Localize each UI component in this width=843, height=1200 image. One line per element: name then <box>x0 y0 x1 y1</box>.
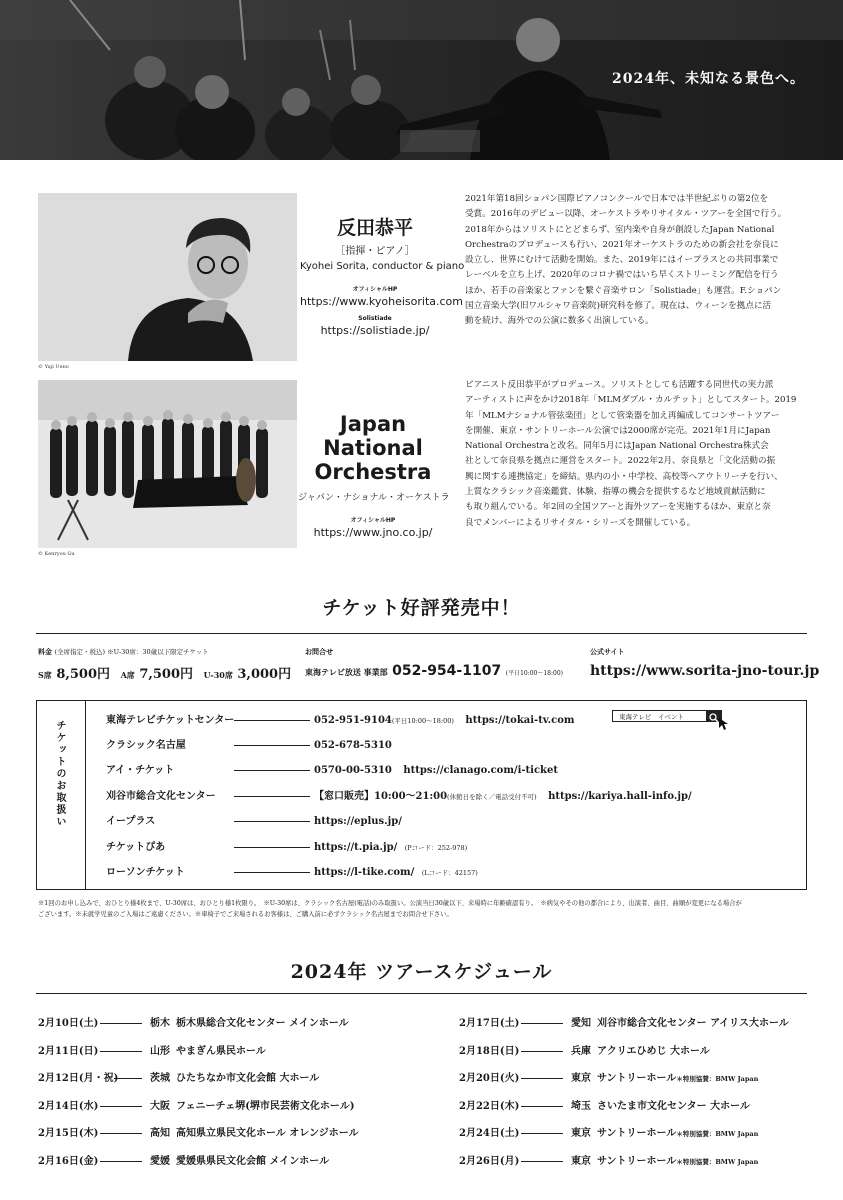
sorita-bio <box>465 192 808 330</box>
price-amount: 7,500円 <box>139 667 194 682</box>
outlet-hours: 【窓口販売】10:00〜21:00 <box>314 791 448 802</box>
outlet-url[interactable]: https://tokai-tv.com <box>465 715 575 726</box>
schedule-pref: 東京 <box>571 1155 591 1167</box>
outlet-row <box>106 736 392 751</box>
schedule-pref: 大阪 <box>150 1100 170 1112</box>
outlet-note: (休館日を除く／電話受付不可) <box>447 793 537 801</box>
orchestra-name-line2: Orchestra <box>314 460 432 484</box>
leader-line <box>521 1161 563 1162</box>
schedule-date: 2月11日(日) <box>38 1045 99 1057</box>
orchestra-photo-credit: © Kenryou Gu <box>38 551 75 557</box>
leader-line <box>234 770 310 771</box>
cursor-icon <box>718 716 730 730</box>
schedule-left-column <box>38 1014 418 1179</box>
sorita-info <box>300 213 465 337</box>
leader-line <box>521 1023 563 1024</box>
orchestra-photo <box>38 380 297 548</box>
bio-line: 上質なクラシック音楽鑑賞、体験、指導の機会を提供するなど地域貢献活動に <box>465 487 766 498</box>
schedule-right-column <box>459 1014 809 1179</box>
schedule-venue: サントリーホール <box>597 1073 677 1084</box>
schedule-venue: 刈谷市総合文化センター アイリス大ホール <box>597 1018 789 1029</box>
price-amount: 3,000円 <box>237 667 292 682</box>
schedule-date: 2月18日(日) <box>459 1045 520 1057</box>
bio-line: アーティストに声をかけ2018年「MLMダブル・カルテット」としてスタート。2019 <box>465 395 797 406</box>
schedule-venue: やまぎん県民ホール <box>176 1045 266 1057</box>
schedule-row <box>38 1152 418 1180</box>
site-link[interactable]: https://www.sorita-jno-tour.jp <box>590 663 820 679</box>
schedule-title-rule <box>36 993 807 994</box>
sorita-name-ja: 反田恭平 <box>336 217 413 239</box>
schedule-row <box>38 1097 418 1125</box>
orchestra-hp-label: オフィシャルHP <box>350 517 396 524</box>
schedule-row <box>38 1124 418 1152</box>
outlet-row <box>106 838 467 853</box>
schedule-date: 2月15日(木) <box>38 1128 99 1139</box>
bio-line: 2018年からはソリストにとどまらず、室内楽や自身が創設したJapan National <box>465 224 775 235</box>
leader-line <box>521 1051 563 1052</box>
leader-line <box>234 821 310 822</box>
schedule-date: 2月17日(土) <box>459 1018 520 1029</box>
leader-line <box>234 847 310 848</box>
leader-line <box>114 1078 142 1079</box>
leader-line <box>521 1078 563 1079</box>
price-seat: S席 <box>38 670 52 680</box>
contact-block <box>305 647 585 679</box>
outlet-phone[interactable]: 0570-00-5310 <box>314 765 392 776</box>
schedule-date: 2月16日(金) <box>38 1155 99 1167</box>
contact-row <box>305 663 585 679</box>
schedule-pref: 栃木 <box>150 1018 170 1029</box>
schedule-date: 2月12日(月・祝) <box>38 1073 119 1084</box>
price-seat: U-30席 <box>203 670 233 680</box>
bio-line: 年「MLMナショナル管弦楽団」として管楽器を加え再編成してコンサートツアー <box>465 410 780 421</box>
orchestra-hp-link[interactable]: https://www.jno.co.jp/ <box>313 526 433 539</box>
schedule-date: 2月10日(土) <box>38 1018 99 1029</box>
schedule-venue: 高知県立県民文化ホール オレンジホール <box>176 1128 359 1139</box>
ticket-section-title: チケット好評発売中！ <box>322 597 521 619</box>
schedule-pref: 茨城 <box>150 1073 170 1084</box>
schedule-pref: 埼玉 <box>571 1100 591 1112</box>
leader-line <box>521 1133 563 1134</box>
site-label: 公式サイト <box>590 647 625 656</box>
ticket-outlets-title: チケットのお取扱い <box>54 720 65 828</box>
schedule-venue: アクリエひめじ 大ホール <box>597 1045 710 1057</box>
outlet-row <box>106 711 574 726</box>
bio-line: 社として奈良県を拠点に運営をスタート。2022年2月、奈良県と「文化活動の振 <box>465 456 776 467</box>
schedule-row <box>459 1097 809 1125</box>
schedule-date: 2月14日(水) <box>38 1100 99 1112</box>
bio-line: 設立し、世界にむけて活動を開始。また、2019年にはイープラスとの共同事業で <box>465 255 779 266</box>
bio-line: 国立音楽大学(旧ワルシャワ音楽院)研究科を修了。現在は、ウィーンを拠点に活 <box>465 301 772 312</box>
outlet-name: イープラス <box>106 816 156 827</box>
leader-line <box>100 1023 142 1024</box>
contact-org: 東海テレビ放送 事業部 <box>305 667 388 677</box>
contact-label: お問合せ <box>305 647 333 656</box>
bio-line: National Orchestraと改名。同年5月にはJapan National Orchestra株式会 <box>465 441 769 452</box>
schedule-venue: サントリーホール <box>597 1128 677 1139</box>
sorita-hp-link[interactable]: https://www.kyoheisorita.com <box>300 295 464 308</box>
price-note: (全席指定・税込) ※U-30席：30歳以下限定チケット <box>54 648 209 656</box>
outlet-name: クラシック名古屋 <box>106 740 186 751</box>
schedule-row <box>38 1069 418 1097</box>
bio-line: レーベルを立ち上げ、2020年のコロナ禍ではいち早くストリーミング配信を行う <box>465 270 779 281</box>
schedule-pref: 兵庫 <box>571 1045 591 1057</box>
orchestra-bio <box>465 378 808 531</box>
schedule-date: 2月26日(月) <box>459 1155 520 1167</box>
price-list <box>38 663 308 682</box>
outlet-phone[interactable]: 052-951-9104 <box>314 715 392 726</box>
schedule-venue: サントリーホール <box>597 1155 677 1167</box>
leader-line <box>100 1106 142 1107</box>
leader-line <box>100 1161 142 1162</box>
schedule-venue: さいたま市文化センター 大ホール <box>597 1100 750 1112</box>
schedule-date: 2月20日(火) <box>459 1073 520 1084</box>
outlet-row <box>106 812 402 827</box>
outlet-name: アイ・チケット <box>106 765 175 776</box>
sorita-salon-link[interactable]: https://solistiade.jp/ <box>320 324 430 337</box>
outlet-url[interactable]: https://eplus.jp/ <box>314 816 402 827</box>
ticket-notes <box>38 898 808 920</box>
schedule-sponsor: ＊特別協賛：BMW Japan <box>676 1130 759 1138</box>
search-box[interactable] <box>612 710 712 722</box>
leader-line <box>100 1133 142 1134</box>
schedule-row <box>459 1069 809 1097</box>
schedule-row <box>459 1042 809 1070</box>
schedule-pref: 愛媛 <box>150 1155 170 1167</box>
sorita-hp-label: オフィシャルHP <box>352 286 398 293</box>
outlet-row <box>106 787 692 802</box>
note-line: ございます。※未就学児童のご入場はご遠慮ください。※車椅子でご来場されるお客様は、ご購入前に必ずクラシック名古屋までお問合せ下さい。 <box>38 911 453 918</box>
schedule-sponsor: ＊特別協賛：BMW Japan <box>676 1157 759 1166</box>
outlet-note: (平日10:00〜18:00) <box>391 717 454 725</box>
leader-line <box>234 720 310 721</box>
schedule-venue: フェニーチェ堺(堺市民芸術文化ホール) <box>176 1100 355 1112</box>
price-seat: A席 <box>120 670 135 680</box>
note-line: ※1回のお申し込みで、おひとり様4枚まで、U-30席は、おひとり様1枚限り。 ※U-30席は、クラシック名古屋(電話)のみ取扱い。公演当日30歳以下、来場時に年齢確認有り。 ※病気やその他の都合により、出演者、曲目、曲順が変更になる場合が <box>38 900 742 907</box>
schedule-sponsor: ＊特別協賛：BMW Japan <box>676 1075 759 1083</box>
schedule-row <box>459 1152 809 1180</box>
ticket-title-rule <box>36 633 807 634</box>
outlet-row <box>106 863 478 878</box>
bio-line: 2021年第18回ショパン国際ピアノコンクールで日本では半世紀ぶりの第2位を <box>465 194 769 204</box>
bio-line: ピアニスト反田恭平がプロデュース。ソリストとしても活躍する同世代の実力派 <box>465 380 774 390</box>
bio-line: 受賞。2016年のデビュー以降、オーケストラやリサイタル・ツアーを全国で行う。 <box>465 209 787 220</box>
bio-line: を開催、東京・サントリーホール公演では2000席が完売。2021年1月にJapan <box>465 425 771 436</box>
bio-line: も取り組んでいる。年2回の全国ツアーと海外ツアーを実施するほか、東京と奈 <box>465 502 771 513</box>
leader-line <box>234 796 310 797</box>
outlet-note: (Lコード：42157) <box>421 869 478 877</box>
bio-line: ほか、若手の音楽家とファンを繋ぐ音楽サロン「Solistiade」も運営。F.ショパン <box>465 285 782 296</box>
outlet-name: 東海テレビチケットセンター <box>106 715 235 726</box>
orchestra-name-line1: Japan National <box>323 412 423 460</box>
bio-line: 良でメンバーによるリサイタル・シリーズを開催している。 <box>465 517 696 528</box>
leader-line <box>100 1051 142 1052</box>
outlet-row <box>106 761 558 776</box>
outlet-name: ローソンチケット <box>106 867 185 878</box>
bio-line: 興に関する連携協定」を締結。県内の小・中学校、高校等へアウトリーチを行い、 <box>465 471 783 482</box>
schedule-pref: 山形 <box>150 1045 170 1057</box>
schedule-venue: 愛媛県県民文化会館 メインホール <box>176 1155 330 1167</box>
sorita-photo-credit: © Yuji Ueno <box>38 364 69 370</box>
site-block <box>590 647 820 679</box>
outlet-url[interactable]: https://t.pia.jp/ <box>314 842 398 853</box>
schedule-row <box>459 1124 809 1152</box>
leader-line <box>234 745 310 746</box>
schedule-row <box>459 1014 809 1042</box>
schedule-pref: 愛知 <box>571 1018 591 1029</box>
schedule-row <box>38 1014 418 1042</box>
price-amount: 8,500円 <box>56 667 111 682</box>
price-label-row <box>38 647 308 657</box>
orchestra-name-kana: ジャパン・ナショナル・オーケストラ <box>298 493 450 503</box>
contact-phone[interactable]: 052-954-1107 <box>392 663 502 679</box>
price-block <box>38 647 308 682</box>
outlet-url[interactable]: https://clanago.com/i-ticket <box>403 765 558 776</box>
schedule-row <box>38 1042 418 1070</box>
schedule-venue: 栃木県総合文化センター メインホール <box>176 1018 349 1029</box>
price-label: 料金 <box>38 647 52 656</box>
leader-line <box>521 1106 563 1107</box>
schedule-title: 2024年 ツアースケジュール <box>290 961 553 983</box>
leader-line <box>234 872 310 873</box>
schedule-date: 2月22日(木) <box>459 1100 520 1112</box>
outlet-name: チケットぴあ <box>106 842 166 853</box>
outlet-name: 刈谷市総合文化センター <box>106 791 216 802</box>
schedule-pref: 東京 <box>571 1073 591 1084</box>
schedule-pref: 東京 <box>571 1128 591 1139</box>
sorita-name-en: Kyohei Sorita, conductor & piano <box>300 261 465 272</box>
outlet-note: (Pコード：252-978) <box>404 844 468 852</box>
search-box-text: 東海テレビ イベント <box>619 713 684 721</box>
contact-hours: (平日10:00〜18:00) <box>505 670 563 677</box>
outlet-url[interactable]: https://kariya.hall-info.jp/ <box>548 791 692 802</box>
bio-line: 動を続け、海外での公演に数多く出演している。 <box>465 316 654 327</box>
outlet-phone[interactable]: 052-678-5310 <box>314 740 392 751</box>
sorita-salon-label: Solistiade <box>358 315 392 322</box>
bio-line: Orchestraのプロデュースも行い、2021年オーケストラのための新会社を奈良に <box>465 239 779 250</box>
schedule-date: 2月24日(土) <box>459 1128 520 1139</box>
schedule-venue: ひたちなか市文化会館 大ホール <box>176 1073 320 1084</box>
sorita-portrait <box>38 193 297 361</box>
orchestra-info <box>298 412 448 539</box>
sorita-role: ［指揮・ピアノ］ <box>335 246 415 257</box>
schedule-pref: 高知 <box>150 1128 170 1139</box>
hero-tagline: 2024年、未知なる景色へ。 <box>612 71 805 87</box>
ticket-outlets-header <box>36 700 86 890</box>
outlet-url[interactable]: https://l-tike.com/ <box>314 867 415 878</box>
